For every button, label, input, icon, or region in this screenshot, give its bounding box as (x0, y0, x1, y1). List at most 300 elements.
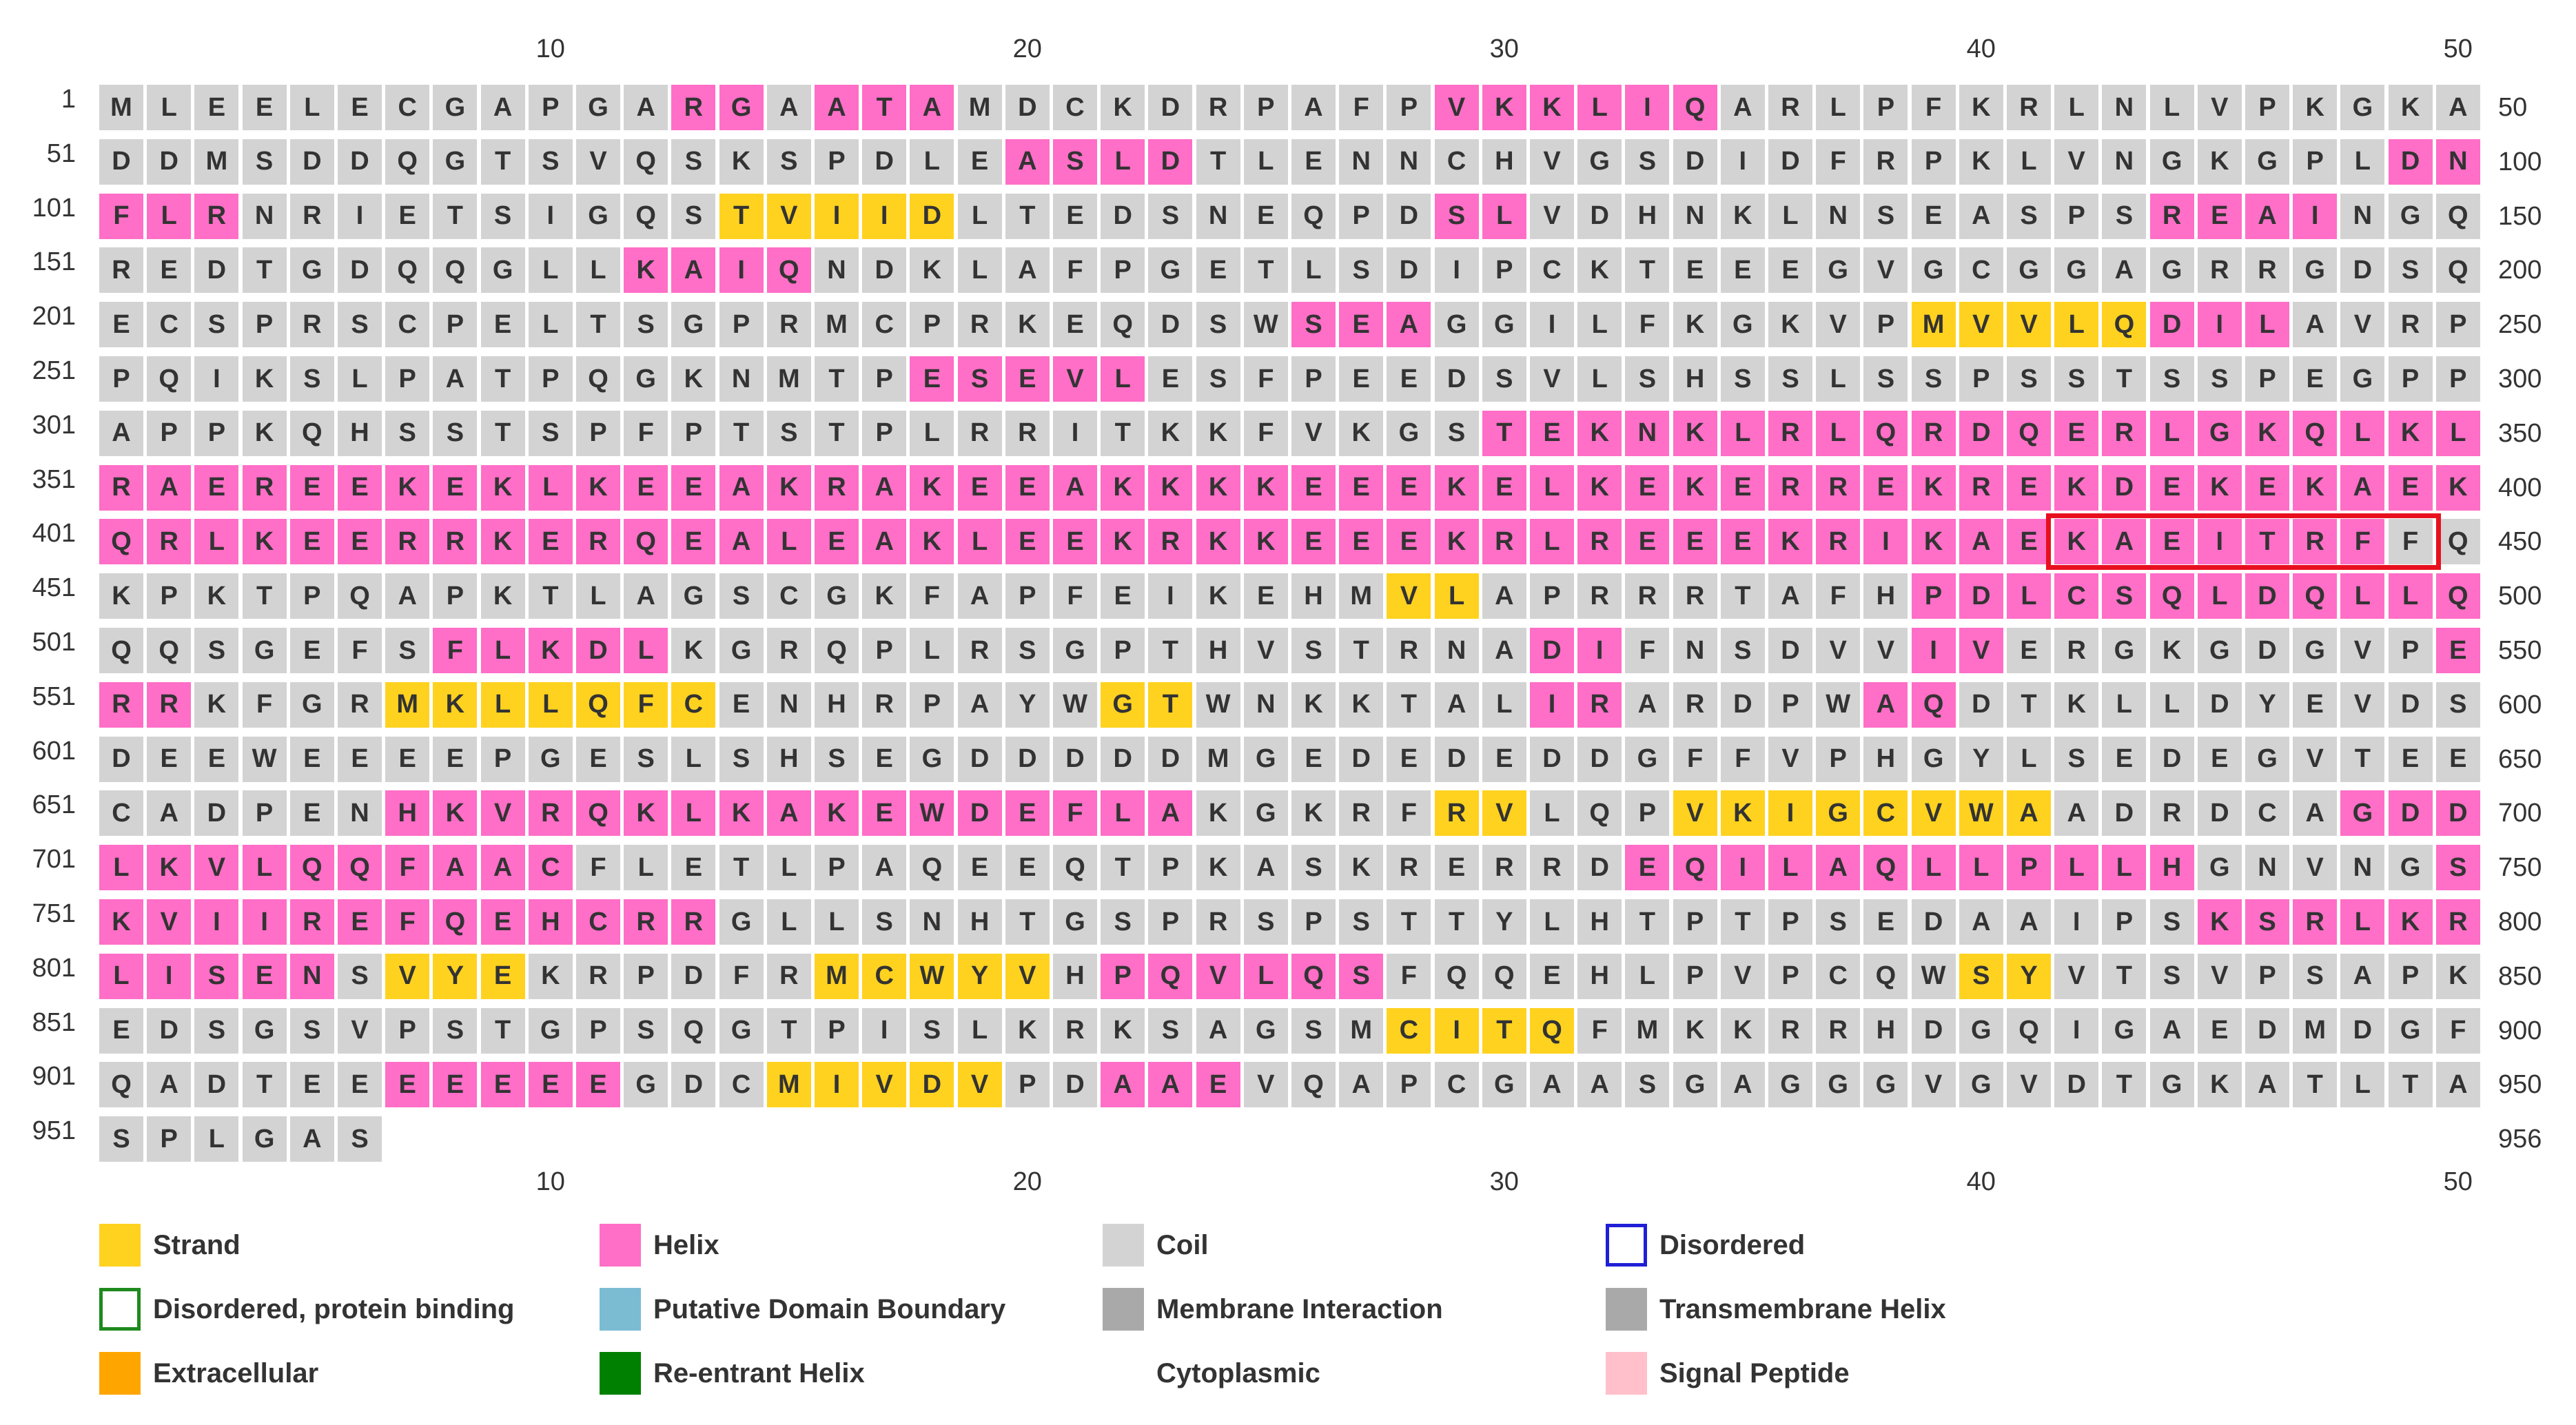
residue-cell: R (1387, 845, 1431, 890)
residue-cell: D (1148, 85, 1192, 130)
residue-cell: C (767, 573, 811, 619)
residue-cell: L (1721, 411, 1765, 456)
residue-cell: D (1339, 737, 1383, 782)
residue-cell: L (1530, 899, 1574, 945)
residue-cell: T (1005, 899, 1050, 945)
residue-cell: D (2245, 1008, 2289, 1054)
residue-cell: V (2340, 682, 2384, 728)
residue-cell: Q (1863, 845, 1908, 890)
residue-cell: Q (576, 356, 620, 402)
residue-cell: N (719, 356, 764, 402)
residue-cell: E (2054, 411, 2098, 456)
residue-cell: E (481, 1062, 525, 1107)
residue-cell: L (1482, 682, 1526, 728)
residue-cell: S (910, 1008, 954, 1054)
residue-cell: P (576, 411, 620, 456)
legend-swatch (1103, 1224, 1144, 1267)
residue-cell: E (1291, 139, 1336, 185)
residue-cell: Q (2436, 519, 2480, 564)
residue-cell: G (624, 356, 668, 402)
residue-cell: K (910, 247, 954, 293)
residue-cell: M (1339, 1008, 1383, 1054)
residue-cell: D (2245, 573, 2289, 619)
residue-cell: T (243, 573, 287, 619)
residue-cell: D (862, 139, 906, 185)
legend-swatch (1606, 1288, 1647, 1331)
residue-cell: A (147, 790, 191, 836)
residue-cell: Q (624, 194, 668, 239)
residue-cell: A (862, 519, 906, 564)
residue-cell: I (2198, 519, 2242, 564)
residue-cell: K (2054, 519, 2098, 564)
residue-cell: R (2293, 899, 2337, 945)
residue-cell: P (2102, 899, 2146, 945)
residue-cell: E (338, 737, 382, 782)
residue-cell: I (529, 194, 573, 239)
residue-cell: G (1959, 1062, 2003, 1107)
residue-cell: E (147, 247, 191, 293)
residue-cell: K (1530, 85, 1574, 130)
residue-cell: Q (433, 899, 477, 945)
residue-cell: E (958, 139, 1002, 185)
residue-cell: P (2389, 356, 2433, 402)
residue-cell: T (767, 1008, 811, 1054)
residue-cell: E (481, 899, 525, 945)
residue-cell: T (576, 302, 620, 347)
residue-cell: W (1244, 302, 1288, 347)
residue-cell: Q (385, 139, 429, 185)
residue-cell: S (2389, 247, 2433, 293)
residue-cell: I (1721, 845, 1765, 890)
residue-cell: E (433, 1062, 477, 1107)
residue-cell: L (2436, 411, 2480, 456)
residue-cell: A (624, 85, 668, 130)
residue-cell: S (529, 139, 573, 185)
residue-cell: P (2293, 139, 2337, 185)
residue-cell: R (862, 682, 906, 728)
residue-cell: R (1863, 139, 1908, 185)
residue-cell: D (671, 1062, 715, 1107)
residue-cell: K (1482, 85, 1526, 130)
residue-cell: K (1148, 465, 1192, 511)
residue-cell: P (147, 1116, 191, 1162)
residue-cell: K (1005, 302, 1050, 347)
residue-cell: N (2102, 85, 2146, 130)
legend-item (1606, 1220, 1805, 1271)
residue-cell: E (1339, 465, 1383, 511)
residue-cell: A (862, 465, 906, 511)
residue-cell: K (1101, 465, 1145, 511)
residue-cell: K (910, 519, 954, 564)
row-start-number: 901 (32, 1062, 76, 1091)
residue-cell: A (1101, 1062, 1145, 1107)
residue-cell: I (1053, 411, 1097, 456)
residue-cell: A (719, 519, 764, 564)
residue-cell: P (2389, 954, 2433, 999)
residue-cell: E (1053, 302, 1097, 347)
residue-cell: E (1482, 737, 1526, 782)
residue-cell: D (958, 737, 1002, 782)
residue-cell: P (1291, 899, 1336, 945)
residue-cell: E (1625, 519, 1669, 564)
residue-cell: D (1148, 139, 1192, 185)
legend-label: Helix (653, 1229, 719, 1260)
residue-cell: P (243, 302, 287, 347)
residue-cell: T (1625, 247, 1669, 293)
residue-cell: K (1339, 682, 1383, 728)
column-number-top: 40 (1966, 34, 1996, 63)
residue-cell: V (1959, 628, 2003, 673)
residue-cell: L (1482, 194, 1526, 239)
residue-cell: R (1387, 628, 1431, 673)
residue-cell: T (1482, 1008, 1526, 1054)
legend-item (600, 1348, 865, 1399)
residue-cell: R (2389, 302, 2433, 347)
residue-cell: H (767, 737, 811, 782)
residue-cell: Y (1482, 899, 1526, 945)
residue-cell: R (624, 899, 668, 945)
residue-cell: D (1053, 737, 1097, 782)
residue-cell: T (2245, 519, 2289, 564)
residue-cell: P (481, 737, 525, 782)
residue-cell: Q (2436, 573, 2480, 619)
residue-cell: E (481, 954, 525, 999)
residue-cell: L (2340, 139, 2384, 185)
residue-cell: R (2102, 411, 2146, 456)
residue-cell: K (1768, 519, 1812, 564)
residue-cell: G (529, 737, 573, 782)
residue-cell: K (243, 356, 287, 402)
residue-cell: E (2293, 682, 2337, 728)
residue-cell: T (1435, 899, 1479, 945)
residue-cell: P (862, 356, 906, 402)
residue-cell: H (1482, 139, 1526, 185)
legend-swatch (1606, 1224, 1647, 1267)
residue-cell: N (2245, 845, 2289, 890)
residue-cell: E (1291, 519, 1336, 564)
residue-cell: K (1339, 845, 1383, 890)
residue-cell: R (1053, 1008, 1097, 1054)
residue-cell: T (719, 194, 764, 239)
residue-cell: K (1101, 519, 1145, 564)
residue-cell: K (1959, 85, 2003, 130)
row-end-number: 900 (2498, 1016, 2542, 1045)
residue-cell: D (1435, 737, 1479, 782)
residue-cell: F (1244, 411, 1288, 456)
residue-cell: E (1339, 519, 1383, 564)
residue-cell: L (910, 411, 954, 456)
residue-cell: S (767, 411, 811, 456)
residue-cell: E (815, 519, 859, 564)
residue-cell: E (2293, 356, 2337, 402)
residue-cell: T (2102, 356, 2146, 402)
residue-cell: R (1577, 573, 1622, 619)
residue-cell: R (99, 465, 143, 511)
residue-cell: P (624, 954, 668, 999)
residue-cell: E (671, 519, 715, 564)
residue-cell: D (1673, 139, 1717, 185)
residue-cell: I (2054, 899, 2098, 945)
residue-cell: P (1101, 628, 1145, 673)
residue-cell: V (1912, 790, 1956, 836)
residue-cell: Q (624, 519, 668, 564)
residue-cell: N (1625, 411, 1669, 456)
residue-cell: G (290, 247, 334, 293)
residue-cell: P (1101, 954, 1145, 999)
residue-cell: V (1482, 790, 1526, 836)
residue-cell: A (2150, 1008, 2194, 1054)
residue-cell: K (2389, 411, 2433, 456)
residue-cell: S (338, 302, 382, 347)
residue-cell: G (1053, 628, 1097, 673)
residue-cell: D (2102, 790, 2146, 836)
residue-cell: R (1673, 682, 1717, 728)
residue-cell: G (719, 899, 764, 945)
residue-cell: P (815, 139, 859, 185)
residue-cell: K (1768, 302, 1812, 347)
residue-cell: G (1816, 1062, 1860, 1107)
row-start-number: 501 (32, 628, 76, 657)
residue-cell: T (2007, 682, 2051, 728)
residue-cell: R (243, 465, 287, 511)
residue-cell: F (1816, 139, 1860, 185)
residue-cell: D (1912, 1008, 1956, 1054)
residue-cell: R (1435, 790, 1479, 836)
residue-cell: V (2054, 139, 2098, 185)
residue-cell: N (2340, 845, 2384, 890)
residue-cell: K (2389, 85, 2433, 130)
residue-cell: S (958, 356, 1002, 402)
residue-cell: D (1053, 1062, 1097, 1107)
residue-cell: L (1768, 845, 1812, 890)
residue-cell: D (2389, 790, 2433, 836)
residue-cell: L (958, 194, 1002, 239)
residue-cell: Q (815, 628, 859, 673)
residue-cell: D (1959, 411, 2003, 456)
residue-cell: K (1148, 411, 1192, 456)
residue-cell: T (1721, 573, 1765, 619)
residue-cell: T (243, 247, 287, 293)
residue-cell: H (1863, 1008, 1908, 1054)
residue-cell: T (481, 1008, 525, 1054)
residue-cell: K (2198, 1062, 2242, 1107)
residue-cell: R (671, 899, 715, 945)
residue-cell: L (2054, 302, 2098, 347)
residue-cell: R (1768, 411, 1812, 456)
residue-cell: R (1673, 573, 1717, 619)
residue-cell: R (147, 682, 191, 728)
residue-cell: D (1530, 628, 1574, 673)
residue-cell: Q (2007, 411, 2051, 456)
residue-cell: P (1148, 845, 1192, 890)
residue-cell: D (862, 247, 906, 293)
residue-cell: A (2102, 247, 2146, 293)
residue-cell: L (1816, 411, 1860, 456)
residue-cell: G (243, 628, 287, 673)
residue-cell: V (1291, 411, 1336, 456)
residue-cell: E (2198, 1008, 2242, 1054)
residue-cell: A (958, 573, 1002, 619)
residue-cell: L (99, 954, 143, 999)
residue-cell: E (1721, 519, 1765, 564)
residue-cell: C (1530, 247, 1574, 293)
residue-cell: S (2007, 356, 2051, 402)
residue-cell: S (1863, 194, 1908, 239)
residue-cell: V (147, 899, 191, 945)
residue-cell: G (576, 194, 620, 239)
residue-cell: P (1768, 682, 1812, 728)
residue-cell: S (1625, 139, 1669, 185)
legend-swatch (99, 1224, 141, 1267)
residue-cell: V (958, 1062, 1002, 1107)
row-start-number: 301 (32, 410, 76, 440)
residue-cell: L (481, 628, 525, 673)
row-end-number: 400 (2498, 473, 2542, 502)
residue-cell: Q (1673, 85, 1717, 130)
residue-cell: L (1244, 954, 1288, 999)
row-end-number: 956 (2498, 1125, 2542, 1154)
residue-cell: F (2436, 1008, 2480, 1054)
residue-cell: K (2293, 85, 2337, 130)
residue-cell: L (2340, 573, 2384, 619)
residue-cell: R (1005, 411, 1050, 456)
residue-cell: S (2102, 573, 2146, 619)
residue-cell: C (1816, 954, 1860, 999)
residue-cell: H (1577, 899, 1622, 945)
residue-cell: K (481, 573, 525, 619)
row-end-number: 350 (2498, 418, 2542, 448)
residue-cell: C (385, 85, 429, 130)
residue-cell: E (958, 845, 1002, 890)
residue-cell: G (2389, 194, 2433, 239)
residue-cell: C (99, 790, 143, 836)
residue-cell: P (2245, 954, 2289, 999)
residue-cell: E (1053, 194, 1097, 239)
residue-cell: G (2293, 247, 2337, 293)
residue-cell: D (2198, 682, 2242, 728)
residue-cell: L (1530, 465, 1574, 511)
residue-cell: S (1005, 628, 1050, 673)
residue-cell: F (385, 845, 429, 890)
residue-cell: P (2245, 356, 2289, 402)
residue-cell: D (290, 139, 334, 185)
residue-cell: S (338, 1116, 382, 1162)
residue-cell: K (2198, 899, 2242, 945)
residue-cell: G (1244, 737, 1288, 782)
residue-cell: D (147, 139, 191, 185)
residue-cell: L (767, 899, 811, 945)
residue-cell: N (243, 194, 287, 239)
residue-cell: Q (1577, 790, 1622, 836)
residue-cell: G (719, 85, 764, 130)
residue-cell: L (2340, 411, 2384, 456)
residue-cell: F (1053, 790, 1097, 836)
residue-cell: R (1530, 845, 1574, 890)
residue-cell: M (767, 1062, 811, 1107)
residue-cell: P (2245, 85, 2289, 130)
residue-cell: K (2245, 411, 2289, 456)
legend-swatch (600, 1224, 641, 1267)
residue-cell: F (2340, 519, 2384, 564)
residue-cell: S (2245, 899, 2289, 945)
residue-cell: A (671, 247, 715, 293)
residue-cell: R (147, 519, 191, 564)
residue-cell: L (194, 1116, 238, 1162)
residue-cell: N (1244, 682, 1288, 728)
residue-cell: T (2389, 1062, 2433, 1107)
residue-cell: S (1291, 302, 1336, 347)
residue-cell: T (1148, 628, 1192, 673)
legend-label: Membrane Interaction (1156, 1293, 1443, 1324)
residue-cell: A (147, 465, 191, 511)
residue-cell: K (2054, 465, 2098, 511)
residue-cell: H (1863, 573, 1908, 619)
residue-cell: W (1053, 682, 1097, 728)
residue-cell: N (1816, 194, 1860, 239)
residue-cell: G (2245, 139, 2289, 185)
residue-cell: R (290, 194, 334, 239)
residue-cell: S (194, 1008, 238, 1054)
residue-cell: C (147, 302, 191, 347)
residue-cell: F (1244, 356, 1288, 402)
residue-cell: S (2007, 194, 2051, 239)
residue-cell: R (767, 628, 811, 673)
residue-cell: N (290, 954, 334, 999)
residue-cell: R (1577, 519, 1622, 564)
residue-cell: V (2340, 628, 2384, 673)
row-start-number: 451 (32, 573, 76, 603)
residue-cell: L (958, 519, 1002, 564)
residue-cell: F (243, 682, 287, 728)
residue-cell: L (147, 85, 191, 130)
residue-cell: G (1053, 899, 1097, 945)
residue-cell: L (624, 845, 668, 890)
residue-cell: E (1291, 737, 1336, 782)
residue-cell: S (481, 194, 525, 239)
residue-cell: V (481, 790, 525, 836)
residue-cell: P (385, 356, 429, 402)
residue-cell: I (1148, 573, 1192, 619)
residue-cell: Q (576, 682, 620, 728)
residue-cell: P (1673, 954, 1717, 999)
residue-cell: K (147, 845, 191, 890)
residue-cell: D (1005, 737, 1050, 782)
residue-cell: R (2054, 628, 2098, 673)
residue-cell: G (1577, 139, 1622, 185)
residue-cell: R (1959, 465, 2003, 511)
residue-cell: G (433, 85, 477, 130)
residue-cell: E (385, 1062, 429, 1107)
residue-cell: Q (1912, 682, 1956, 728)
residue-cell: F (1625, 628, 1669, 673)
residue-cell: F (433, 628, 477, 673)
residue-cell: K (767, 465, 811, 511)
residue-cell: D (1577, 845, 1622, 890)
residue-cell: S (2198, 356, 2242, 402)
residue-cell: K (2436, 465, 2480, 511)
residue-cell: G (2340, 356, 2384, 402)
residue-cell: P (2436, 302, 2480, 347)
residue-cell: I (719, 247, 764, 293)
residue-cell: E (1053, 519, 1097, 564)
residue-cell: V (2007, 302, 2051, 347)
residue-cell: L (624, 628, 668, 673)
residue-cell: M (767, 356, 811, 402)
residue-cell: K (719, 790, 764, 836)
residue-cell: M (2293, 1008, 2337, 1054)
residue-cell: R (2198, 247, 2242, 293)
residue-cell: P (862, 411, 906, 456)
